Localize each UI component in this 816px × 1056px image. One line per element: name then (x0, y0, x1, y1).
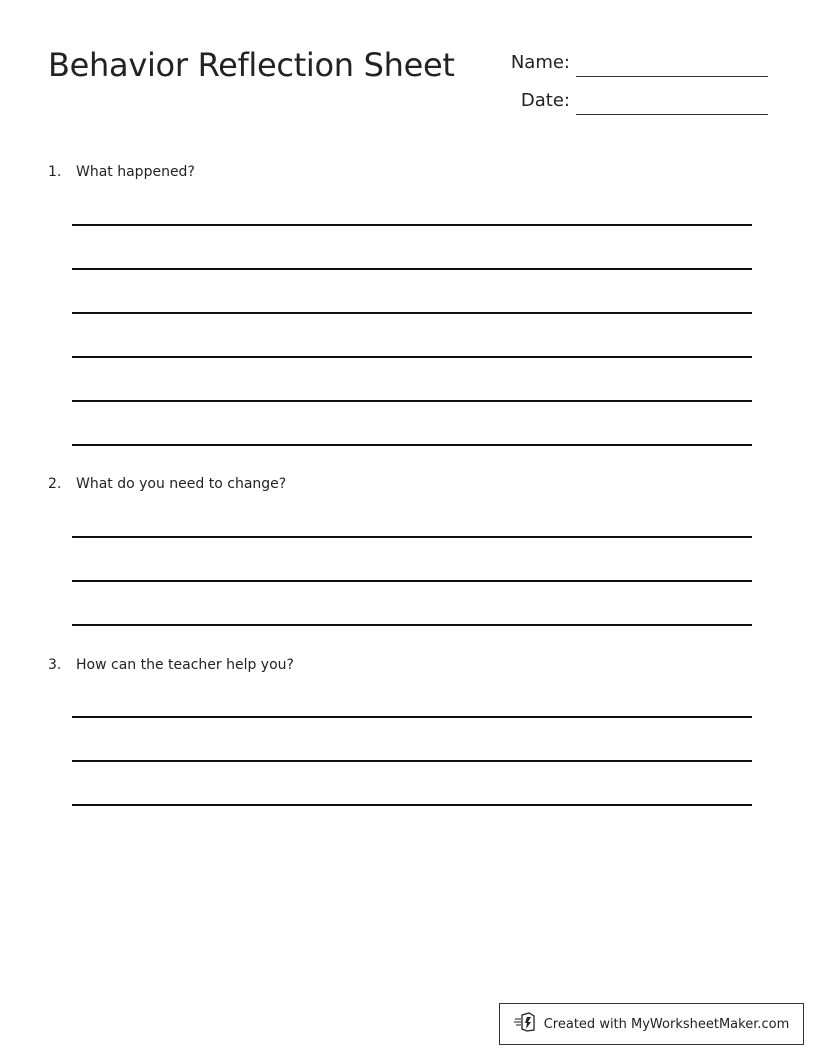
question-text: What happened? (76, 164, 195, 180)
answer-line[interactable] (72, 624, 752, 626)
worksheet-maker-logo-icon (514, 1012, 544, 1036)
page-title: Behavior Reflection Sheet (48, 46, 455, 84)
date-input-line[interactable] (576, 114, 768, 115)
answer-line[interactable] (72, 716, 752, 718)
answer-line[interactable] (72, 400, 752, 402)
name-label: Name: (510, 52, 570, 73)
answer-line[interactable] (72, 444, 752, 446)
name-input-line[interactable] (576, 76, 768, 77)
question-number: 2. (48, 476, 62, 492)
answer-line[interactable] (72, 804, 752, 806)
footer-text: Created with MyWorksheetMaker.com (543, 1016, 790, 1032)
answer-line[interactable] (72, 268, 752, 270)
answer-line[interactable] (72, 312, 752, 314)
answer-line[interactable] (72, 224, 752, 226)
question-1 (48, 164, 195, 180)
question-number: 3. (48, 657, 62, 673)
footer-badge[interactable] (499, 1003, 804, 1045)
answer-line[interactable] (72, 356, 752, 358)
question-text: What do you need to change? (76, 476, 287, 492)
answer-line[interactable] (72, 536, 752, 538)
date-label: Date: (520, 90, 570, 111)
question-text: How can the teacher help you? (76, 657, 294, 673)
question-2 (48, 476, 286, 492)
question-3 (48, 657, 294, 673)
question-number: 1. (48, 164, 62, 180)
answer-line[interactable] (72, 580, 752, 582)
answer-line[interactable] (72, 760, 752, 762)
